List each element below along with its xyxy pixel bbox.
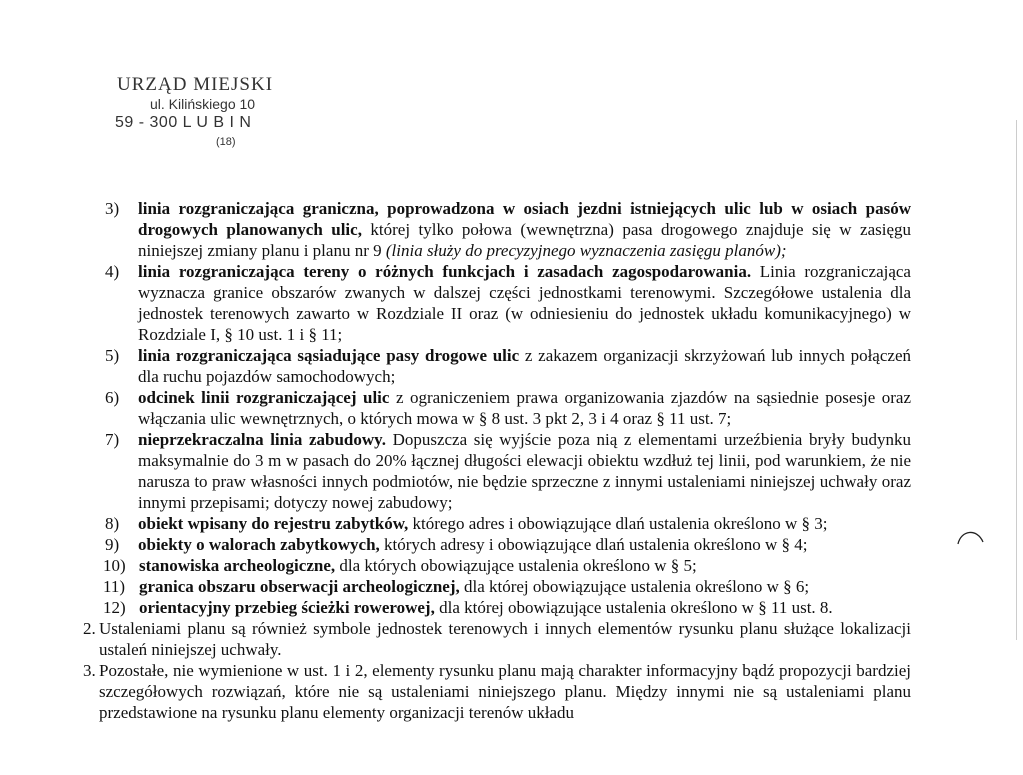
item-text: dla której obowiązujące ustalenia określono w § 11 ust. 8. — [434, 598, 833, 617]
list-item — [0, 429, 1023, 513]
item-note: (linia służy do precyzyjnego wyznaczenia zasięgu planów); — [385, 241, 787, 260]
item-number: 8) — [105, 514, 120, 533]
stamp-office-name: URZĄD MIEJSKI — [117, 74, 274, 95]
list-item — [0, 597, 1023, 618]
item-number: 3) — [105, 199, 120, 218]
list-item — [0, 345, 1023, 387]
item-number: 11) — [103, 577, 126, 596]
paragraph-number: 2. — [83, 619, 96, 638]
item-term: linia rozgraniczająca tereny o różnych funkcjach i zasadach zagospodarowania. — [138, 262, 752, 281]
item-term: nieprzekraczalna linia zabudowy. — [138, 430, 386, 449]
item-text: z ograniczeniem prawa organizowania zjazdów na sąsiednie posesje oraz włączania ulic wewnętrznych, o których mowa w § 8 ust. 3 pkt 2, 3 i 4 oraz § 11 ust. 7; — [138, 388, 912, 428]
item-term: granica obszaru obserwacji archeologicznej, — [139, 577, 460, 596]
paragraph — [0, 660, 1023, 723]
list-item — [0, 261, 1023, 345]
document-body — [0, 198, 1023, 723]
item-text: której tylko połowa (wewnętrzna) pasa drogowego znajduje się w zasięgu niniejszej zmiany planu i planu nr 9 — [138, 220, 912, 260]
list-item — [0, 555, 1023, 576]
item-text: z zakazem organizacji skrzyżowań lub innych połączeń dla ruchu pojazdów samochodowych; — [138, 346, 911, 386]
item-term: orientacyjny przebieg ścieżki rowerowej, — [139, 598, 435, 617]
stamp-street: ul. Kilińskiego 10 — [150, 96, 256, 112]
item-text: Dopuszcza się wyjście poza nią z elementami urzeźbienia bryły budynku maksymalnie do 3 m w pasach do 20% łącznej długości elewacji obiektu wzdłuż tej linii, pod warunkiem, że nie narusza to praw własności innych podmiotów, nie będzie sprzeczne z innymi ustaleniami niniejszej uchwały oraz innymi przepisami; dotyczy nowej zabudowy; — [138, 430, 911, 512]
item-text: dla której obowiązujące ustalenia określono w § 6; — [459, 577, 810, 596]
item-term: odcinek linii rozgraniczającej ulic — [138, 388, 390, 407]
item-number: 4) — [105, 262, 120, 281]
item-number: 12) — [103, 598, 126, 617]
item-term: stanowiska archeologiczne, — [139, 556, 336, 575]
stamp-code: (18) — [216, 136, 236, 148]
item-term: obiekty o walorach zabytkowych, — [138, 535, 380, 554]
item-text: dla których obowiązujące ustalenia określono w § 5; — [335, 556, 697, 575]
item-number: 6) — [105, 388, 120, 407]
item-term: linia rozgraniczająca graniczna, poprowadzona w osiach jezdni istniejących ulic lub w osiach pasów drogowych planowanych ulic, — [138, 199, 911, 239]
paragraph-text: Pozostałe, nie wymienione w ust. 1 i 2, elementy rysunku planu mają charakter informacyjny bądź propozycji bardziej szczegółowych rozwiązań, które nie są ustaleniami niniejszego planu. Między innymi nie są ustaleniami planu przedstawione na rysunku planu elementy organizacji terenów układu — [99, 661, 911, 722]
item-text: którego adres i obowiązujące dlań ustalenia określono w § 3; — [408, 514, 828, 533]
list-item — [0, 513, 1023, 534]
stamp-postal-city: 59 - 300 L U B I N — [115, 114, 252, 131]
list-item — [0, 534, 1023, 555]
paragraph-number: 3. — [83, 661, 96, 680]
list-item — [0, 198, 1023, 261]
scan-edge-line — [1016, 120, 1017, 640]
item-term: obiekt wpisany do rejestru zabytków, — [138, 514, 409, 533]
item-number: 10) — [103, 556, 126, 575]
item-term: linia rozgraniczająca sąsiadujące pasy drogowe ulic — [138, 346, 520, 365]
paragraph-text: Ustaleniami planu są również symbole jednostek terenowych i innych elementów rysunku planu służące lokalizacji ustaleń niniejszej uchwały. — [99, 619, 911, 659]
item-number: 9) — [105, 535, 120, 554]
margin-arc-mark — [955, 526, 985, 548]
item-number: 7) — [105, 430, 120, 449]
list-item — [0, 576, 1023, 597]
item-text: Linia rozgraniczająca wyznacza granice obszarów zwanych w dalszej części jednostkami terenowymi. Szczegółowe ustalenia dla jednostek terenowych zawarto w Rozdziale II oraz (w odniesieniu do jednostek układu komunikacyjnego) w Rozdziale I, § 10 ust. 1 i § 11; — [138, 262, 911, 344]
paragraph — [0, 618, 1023, 660]
item-text: których adresy i obowiązujące dlań ustalenia określono w § 4; — [379, 535, 808, 554]
list-item — [0, 387, 1023, 429]
item-number: 5) — [105, 346, 120, 365]
